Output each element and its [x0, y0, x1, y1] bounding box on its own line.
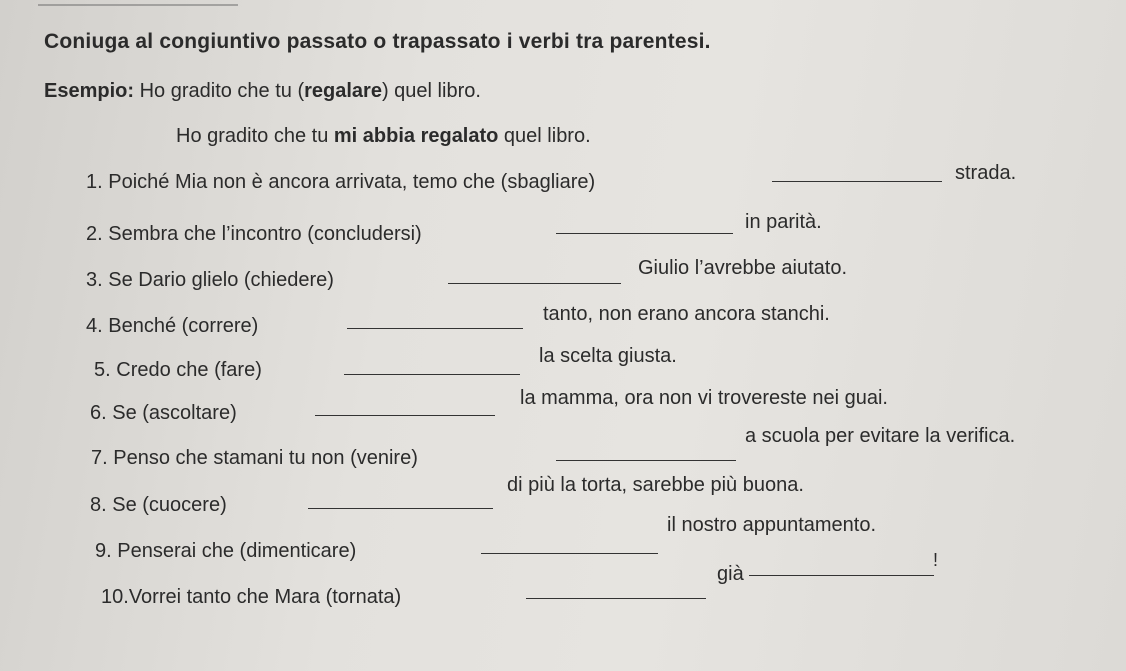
exercise-prompt: Se (ascoltare)	[112, 402, 237, 424]
exercise-5-text	[94, 358, 262, 382]
exercise-4-after: tanto, non erano ancora stanchi.	[543, 303, 830, 325]
exercise-prompt: Vorrei tanto che Mara (tornata)	[128, 586, 402, 608]
exercise-prompt: Penserai che (dimenticare)	[117, 540, 357, 562]
example-verb: regalare	[304, 80, 382, 102]
instruction-title: Coniuga al congiuntivo passato o trapassato i verbi tra parentesi.	[44, 30, 711, 53]
exercise-8-blank[interactable]	[308, 508, 493, 509]
exercise-6-text	[90, 401, 237, 425]
exercise-number: 5.	[94, 359, 111, 381]
example-sentence-after: ) quel libro.	[381, 80, 481, 102]
exercise-prompt: Sembra che l’incontro (concludersi)	[108, 223, 422, 245]
exercise-prompt: Credo che (fare)	[116, 359, 262, 381]
exercise-10-blank-2[interactable]	[749, 575, 934, 576]
exercise-number: 1.	[86, 171, 103, 193]
exercise-number: 4.	[86, 315, 103, 337]
exercise-6-blank[interactable]	[315, 415, 495, 416]
exercise-2-blank[interactable]	[556, 233, 733, 234]
exercise-prompt: Benché (correre)	[108, 315, 259, 337]
exercise-10-text	[101, 585, 401, 609]
exercise-7-text	[91, 446, 418, 470]
exercise-9-text	[95, 539, 356, 563]
example-sentence-before: Ho gradito che tu (	[139, 80, 305, 102]
exercise-9-after: il nostro appuntamento.	[667, 514, 877, 536]
exercise-number: 3.	[86, 269, 103, 291]
example-answer-after: quel libro.	[498, 125, 591, 147]
example-sentence	[44, 79, 481, 103]
exercise-prompt: Penso che stamani tu non (venire)	[113, 447, 418, 469]
exercise-8-text	[90, 493, 227, 517]
exercise-6-after: la mamma, ora non vi trovereste nei guai.	[520, 387, 888, 409]
exercise-prompt: Se (cuocere)	[112, 494, 227, 516]
top-rule	[38, 0, 238, 6]
example-label: Esempio:	[44, 80, 135, 102]
exercise-number: 8.	[90, 494, 107, 516]
exercise-1-after: strada.	[955, 162, 1017, 184]
exercise-number: 9.	[95, 540, 112, 562]
exercise-7-after: a scuola per evitare la verifica.	[745, 425, 1016, 447]
exercise-number: 10.	[101, 586, 129, 608]
exercise-prompt: Se Dario glielo (chiedere)	[108, 269, 334, 291]
exercise-number: 2.	[86, 223, 103, 245]
exercise-10-after: !	[933, 550, 939, 570]
exercise-1-blank[interactable]	[772, 181, 942, 182]
exercise-8-after: di più la torta, sarebbe più buona.	[507, 474, 804, 496]
exercise-5-after: la scelta giusta.	[539, 345, 677, 367]
exercise-5-blank[interactable]	[344, 374, 520, 375]
exercise-number: 6.	[90, 402, 107, 424]
exercise-4-blank[interactable]	[347, 328, 523, 329]
exercise-3-after: Giulio l’avrebbe aiutato.	[638, 257, 848, 279]
exercise-number: 7.	[91, 447, 108, 469]
exercise-7-blank[interactable]	[556, 460, 736, 461]
exercise-9-blank[interactable]	[481, 553, 658, 554]
exercise-prompt: Poiché Mia non è ancora arrivata, temo che (sbagliare)	[108, 171, 596, 193]
exercise-2-after: in parità.	[745, 211, 822, 233]
example-answer	[176, 124, 591, 148]
example-answer-before: Ho gradito che tu	[176, 125, 334, 147]
exercise-10-middle: già	[717, 563, 744, 585]
exercise-1-text	[86, 170, 595, 194]
example-answer-verb: mi abbia regalato	[333, 125, 499, 147]
exercise-2-text	[86, 222, 422, 246]
exercise-3-text	[86, 268, 334, 292]
exercise-4-text	[86, 314, 258, 338]
exercise-10-blank-1[interactable]	[526, 598, 706, 599]
exercise-3-blank[interactable]	[448, 283, 621, 284]
